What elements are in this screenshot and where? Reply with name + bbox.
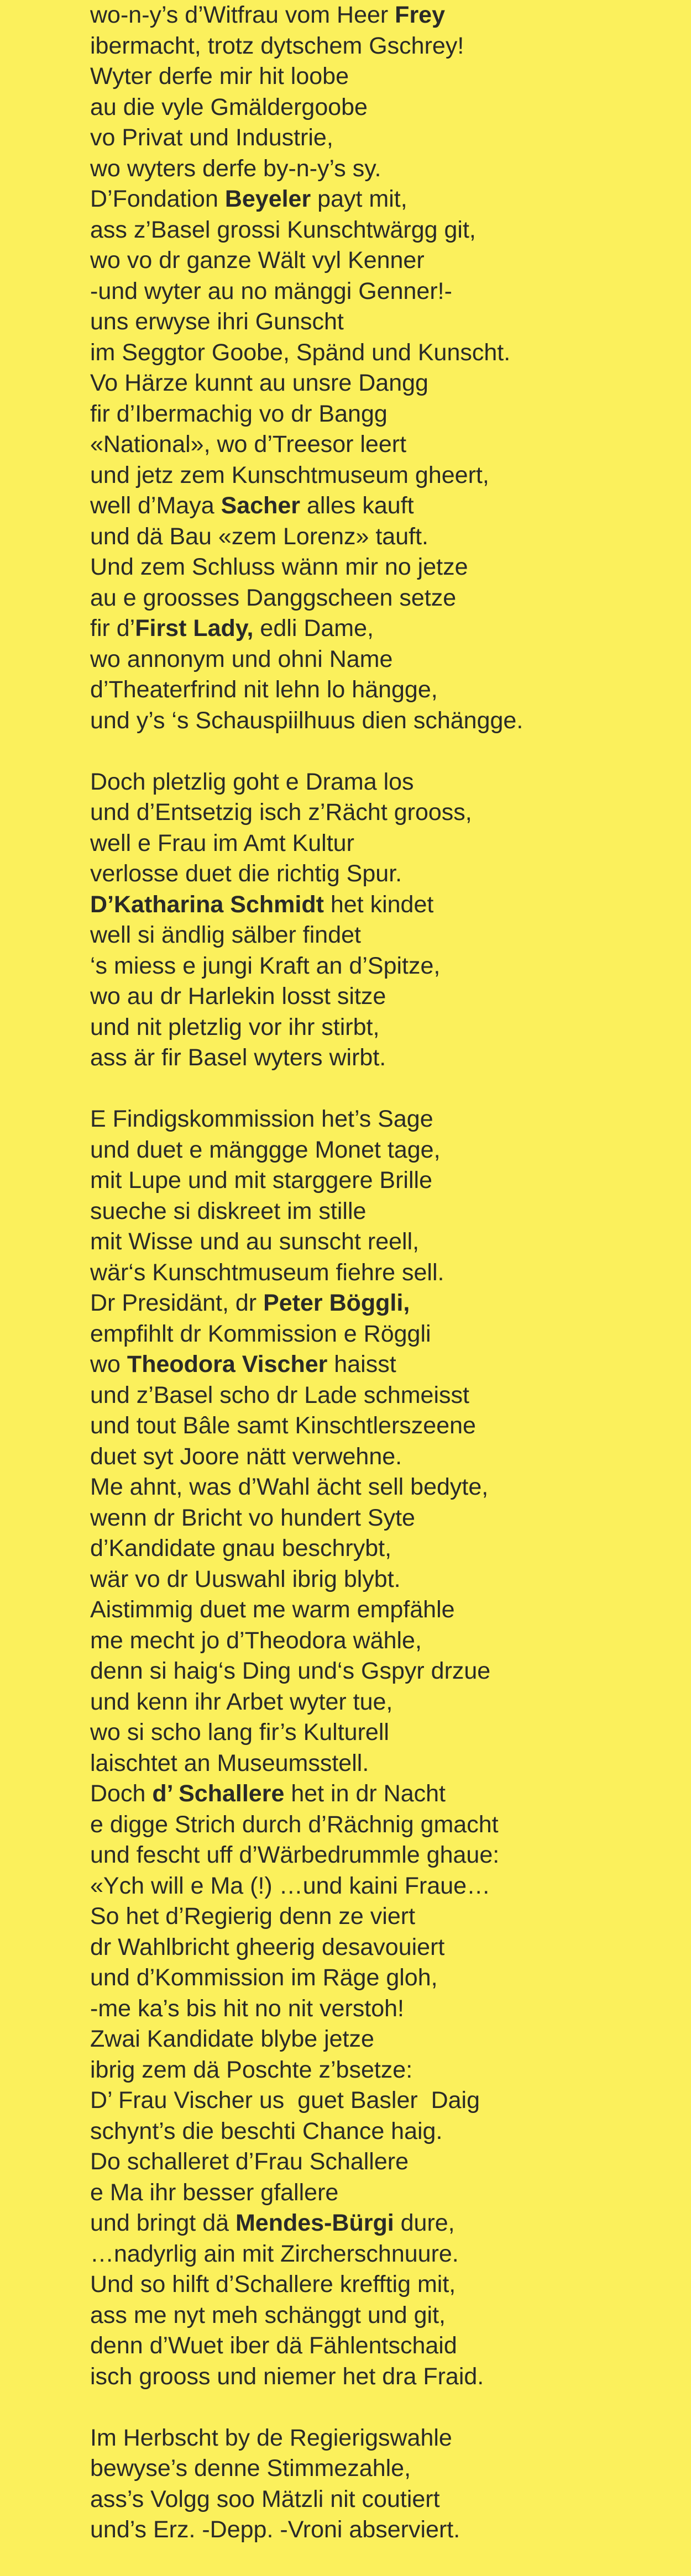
poem-line <box>90 1932 676 1963</box>
line-text: mit Wisse und au sunscht reell, <box>90 1228 420 1255</box>
poem-line <box>90 2024 676 2055</box>
poem-line <box>90 2085 676 2116</box>
bold-name: Frey <box>395 2 446 28</box>
poem-line <box>90 31 676 62</box>
poem-line <box>90 859 676 890</box>
poem-line <box>90 123 676 154</box>
poem-line <box>90 1564 676 1595</box>
poem-line <box>90 2239 676 2270</box>
poem-line <box>90 1810 676 1841</box>
line-text: duet syt Joore nätt verwehne. <box>90 1443 402 1470</box>
line-text: im Seggtor Goobe, Spänd und Kunscht. <box>90 339 511 366</box>
line-text: und’s Erz. -Depp. -Vroni abserviert. <box>90 2516 460 2543</box>
line-text: wo <box>90 1351 127 1378</box>
line-text: empfihlt dr Kommission e Röggli <box>90 1320 431 1347</box>
poem-line <box>90 2300 676 2331</box>
poem-line <box>90 1901 676 1932</box>
line-text: wo vo dr ganze Wält vyl Kenner <box>90 247 425 274</box>
line-text: und d’Entsetzig isch z’Rächt grooss, <box>90 799 472 826</box>
line-text: laischtet an Museumsstell. <box>90 1749 369 1776</box>
poem-line <box>90 491 676 522</box>
poem-line <box>90 2269 676 2300</box>
line-text: denn si haig‘s Ding und‘s Gspyr drzue <box>90 1658 491 1684</box>
poem-line <box>90 61 676 92</box>
poem-line <box>90 1626 676 1657</box>
poem-line <box>90 154 676 185</box>
poem-line <box>90 1258 676 1289</box>
stanza <box>90 2423 676 2546</box>
line-text: Im Herbscht by de Regierigswahle <box>90 2424 452 2451</box>
poem-line <box>90 1717 676 1748</box>
line-text: haisst <box>327 1351 396 1378</box>
line-text: und y’s ‘s Schauspiilhuus dien schängge. <box>90 707 524 734</box>
line-text: wo wyters derfe by-n-y’s sy. <box>90 155 381 182</box>
line-text: sueche si diskreet im stille <box>90 1197 367 1224</box>
line-text: E Findigskommission het’s Sage <box>90 1106 433 1132</box>
poem-line <box>90 1319 676 1350</box>
line-text: Aistimmig duet me warm empfähle <box>90 1596 455 1623</box>
poem-line <box>90 1012 676 1043</box>
poem-line <box>90 368 676 399</box>
line-text: und dä Bau «zem Lorenz» tauft. <box>90 523 428 550</box>
poem-line <box>90 951 676 982</box>
line-text: «Ych will e Ma (!) …und kaini Fraue… <box>90 1872 491 1899</box>
poem-line <box>90 2423 676 2454</box>
poem-line <box>90 1748 676 1779</box>
bold-name: First Lady, <box>135 615 254 642</box>
poem-line <box>90 399 676 430</box>
poem-line <box>90 307 676 338</box>
poem-line <box>90 1503 676 1534</box>
line-text: wo annonym und ohni Name <box>90 645 393 672</box>
line-text: mit Lupe und mit starggere Brille <box>90 1167 433 1194</box>
line-text: Vo Härze kunnt au unsre Dangg <box>90 370 428 396</box>
line-text: -und wyter au no mänggi Genner!- <box>90 277 452 304</box>
poem-line <box>90 583 676 614</box>
line-text: Me ahnt, was d’Wahl ächt sell bedyte, <box>90 1474 489 1500</box>
line-text: und nit pletzlig vor ihr stirbt, <box>90 1013 380 1040</box>
line-text: D’Fondation <box>90 186 225 212</box>
line-text: alles kauft <box>300 492 414 519</box>
line-text: e digge Strich durch d’Rächnig gmacht <box>90 1811 499 1838</box>
line-text: wär vo dr Uuswahl ibrig blybt. <box>90 1565 401 1592</box>
line-text: D’ Frau Vischer us guet Basler Daig <box>90 2087 480 2114</box>
line-text: So het d’Regierig denn ze viert <box>90 1903 416 1930</box>
poem-line <box>90 797 676 828</box>
poem-line <box>90 1411 676 1442</box>
poem-line <box>90 920 676 951</box>
poem-line <box>90 1196 676 1227</box>
poem-line <box>90 1687 676 1718</box>
line-text: wo-n-y’s d’Witfrau vom Heer <box>90 2 395 28</box>
line-text: dure, <box>394 2210 455 2236</box>
poem-line <box>90 1288 676 1319</box>
poem-line <box>90 1779 676 1810</box>
line-text: e Ma ihr besser gfallere <box>90 2179 339 2206</box>
poem-line <box>90 2484 676 2515</box>
poem-line <box>90 522 676 553</box>
poem-line <box>90 1533 676 1564</box>
line-text: well si ändlig sälber findet <box>90 922 361 948</box>
line-text: Doch <box>90 1780 153 1807</box>
line-text: au die vyle Gmäldergoobe <box>90 93 368 120</box>
line-text: verlosse duet die richtig Spur. <box>90 860 402 887</box>
line-text: und tout Bâle samt Kinschtlerszeene <box>90 1412 476 1439</box>
line-text: ass’s Volgg soo Mätzli nit coutiert <box>90 2485 440 2512</box>
line-text: vo Privat und Industrie, <box>90 124 333 151</box>
line-text: Und zem Schluss wänn mir no jetze <box>90 554 468 580</box>
line-text: und bringt dä <box>90 2210 235 2236</box>
poem-line <box>90 706 676 737</box>
poem-line <box>90 2331 676 2362</box>
line-text: Zwai Kandidate blybe jetze <box>90 2026 374 2052</box>
line-text: ass är fir Basel wyters wirbt. <box>90 1044 386 1071</box>
line-text: Und so hilft d’Schallere krefftig mit, <box>90 2271 456 2298</box>
line-text: -me ka’s bis hit no nit verstoh! <box>90 1995 405 2022</box>
bold-name: Theodora Vischer <box>127 1351 328 1378</box>
poem-line <box>90 828 676 859</box>
poem-line <box>90 675 676 706</box>
bold-name: Mendes-Bürgi <box>235 2210 394 2236</box>
poem-line <box>90 1135 676 1166</box>
poem-line <box>90 245 676 276</box>
line-text: Wyter derfe mir hit loobe <box>90 63 349 90</box>
poem-line <box>90 338 676 369</box>
poem-line <box>90 2208 676 2239</box>
line-text: wo au dr Harlekin losst sitze <box>90 983 386 1010</box>
line-text: het in dr Nacht <box>284 1780 446 1807</box>
line-text: d’Theaterfrind nit lehn lo hängge, <box>90 676 438 703</box>
line-text: und jetz zem Kunschtmuseum gheert, <box>90 461 489 488</box>
line-text: au e groosses Danggscheen setze <box>90 584 457 611</box>
poem-line <box>90 890 676 921</box>
stanza <box>90 1104 676 2392</box>
poem-line <box>90 2116 676 2147</box>
line-text: edli Dame, <box>253 615 374 642</box>
line-text: wo si scho lang fir’s Kulturell <box>90 1719 389 1746</box>
line-text: well d’Maya <box>90 492 221 519</box>
line-text: und fescht uff d’Wärbedrummle ghaue: <box>90 1842 500 1868</box>
poem-line <box>90 1165 676 1196</box>
line-text: dr Wahlbricht gheerig desavouiert <box>90 1933 445 1960</box>
line-text: und duet e mänggge Monet tage, <box>90 1136 441 1163</box>
stanza <box>90 0 676 736</box>
poem-line <box>90 2515 676 2546</box>
poem-line <box>90 92 676 123</box>
line-text: het kindet <box>323 891 434 918</box>
line-text: d’Kandidate gnau beschrybt, <box>90 1535 392 1562</box>
bold-name: d’ Schallere <box>152 1780 285 1807</box>
line-text: ass me nyt meh schänggt und git, <box>90 2301 446 2328</box>
poem-line <box>90 2147 676 2178</box>
poem-line <box>90 2362 676 2393</box>
line-text: ibrig zem dä Poschte z’bsetze: <box>90 2056 413 2083</box>
line-text: fir d’Ibermachig vo dr Bangg <box>90 400 388 427</box>
poem-line <box>90 1595 676 1626</box>
line-text: …nadyrlig ain mit Zircherschnuure. <box>90 2240 459 2267</box>
line-text: Do schalleret d’Frau Schallere <box>90 2148 409 2175</box>
stanza <box>90 767 676 1074</box>
line-text: me mecht jo d’Theodora wähle, <box>90 1627 422 1654</box>
poem-line <box>90 460 676 491</box>
poem-line <box>90 981 676 1012</box>
line-text: Dr Presidänt, dr <box>90 1290 264 1316</box>
bold-name: Peter Böggli, <box>263 1290 410 1316</box>
line-text: well e Frau im Amt Kultur <box>90 829 354 856</box>
poem-line <box>90 613 676 644</box>
poem-line <box>90 429 676 460</box>
line-text: «National», wo d’Treesor leert <box>90 431 407 458</box>
poem-line <box>90 1104 676 1135</box>
line-text: schynt’s die beschti Chance haig. <box>90 2117 443 2144</box>
poem-line <box>90 2453 676 2484</box>
line-text: ibermacht, trotz dytschem Gschrey! <box>90 32 464 59</box>
poem-line <box>90 1871 676 1902</box>
poem-line <box>90 1472 676 1503</box>
line-text: Doch pletzlig goht e Drama los <box>90 768 414 795</box>
poem-line <box>90 552 676 583</box>
poem-line <box>90 1656 676 1687</box>
poem-line <box>90 1349 676 1380</box>
poem-line <box>90 1380 676 1411</box>
line-text: ass z’Basel grossi Kunschtwärgg git, <box>90 216 476 243</box>
bold-name: D’Katharina Schmidt <box>90 891 324 918</box>
poem-line <box>90 644 676 675</box>
line-text: und d’Kommission im Räge gloh, <box>90 1964 438 1991</box>
bold-name: Beyeler <box>224 186 311 212</box>
poem-line <box>90 276 676 307</box>
line-text: ‘s miess e jungi Kraft an d’Spitze, <box>90 952 441 979</box>
poem-line <box>90 2178 676 2209</box>
line-text: uns erwyse ihri Gunscht <box>90 308 344 335</box>
poem-text <box>90 0 676 2576</box>
line-text: isch grooss und niemer het dra Fraid. <box>90 2363 484 2390</box>
poem-line <box>90 1994 676 2025</box>
poem-line <box>90 215 676 246</box>
poem-line <box>90 0 676 31</box>
poem-line <box>90 767 676 798</box>
line-text: bewyse’s denne Stimmezahle, <box>90 2455 411 2482</box>
line-text: und z’Basel scho dr Lade schmeisst <box>90 1381 469 1408</box>
poem-line <box>90 184 676 215</box>
line-text: fir d’ <box>90 615 135 642</box>
line-text: denn d’Wuet iber dä Fählentschaid <box>90 2332 457 2359</box>
bold-name: Sacher <box>221 492 301 519</box>
line-text: wär‘s Kunschtmuseum fiehre sell. <box>90 1259 444 1286</box>
poem-line <box>90 1043 676 1074</box>
poem-line <box>90 1442 676 1473</box>
poem-line <box>90 1840 676 1871</box>
poem-line <box>90 2055 676 2086</box>
poem-line <box>90 1963 676 1994</box>
line-text: payt mit, <box>311 186 407 212</box>
line-text: wenn dr Bricht vo hundert Syte <box>90 1504 415 1531</box>
poem-line <box>90 1227 676 1258</box>
line-text: und kenn ihr Arbet wyter tue, <box>90 1688 393 1715</box>
